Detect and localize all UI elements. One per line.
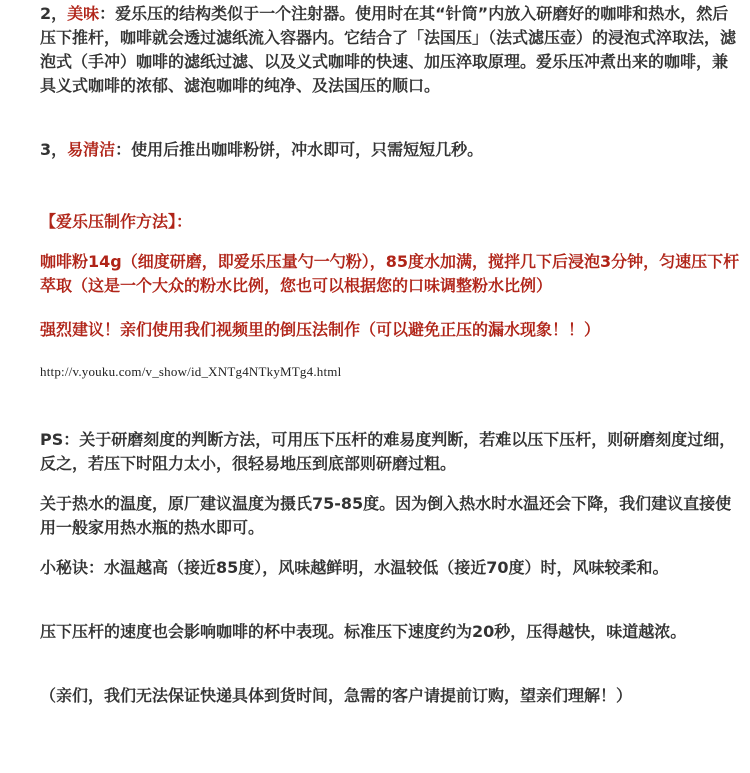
method-heading: 【爱乐压制作方法】： (40, 212, 193, 231)
point-2-keyword: 美味 (67, 4, 100, 23)
recipe-paragraph: 咖啡粉14g（细度研磨，即爱乐压量勺一勺粉），85度水加满，搅拌几下后浸泡3分钟，匀速压下杆萃取（这是一个大众的粉水比例，您也可以根据您的口味调整粉水比例） (40, 252, 740, 295)
point-3-text: ：使用后推出咖啡粉饼，冲水即可，只需短短几秒。 (115, 140, 484, 159)
video-link[interactable]: http://v.youku.com/v_show/id_XNTg4NTkyMTg4.html (40, 364, 342, 379)
point-3-paragraph (40, 138, 740, 162)
water-temperature-note: 关于热水的温度，原厂建议温度为摄氏75-85度。因为倒入热水时水温还会下降，我们建议直接使用一般家用热水瓶的热水即可。 (40, 494, 732, 537)
ps-grind-note: PS：关于研磨刻度的判断方法，可用压下压杆的难易度判断，若难以压下压杆，则研磨刻度过细，反之，若压下时阻力太小，很轻易地压到底部则研磨过粗。 (40, 430, 736, 473)
point-2-paragraph (40, 2, 740, 98)
secret-tip: 小秘诀：水温越高（接近85度），风味越鲜明，水温较低（接近70度）时，风味较柔和。 (40, 558, 669, 577)
point-2-text: ：爱乐压的结构类似于一个注射器。使用时在其“针筒”内放入研磨好的咖啡和热水，然后压下推杆，咖啡就会透过滤纸流入容器内。它结合了「法国压」（法式滤压壶）的浸泡式淬取法，滤泡式（手冲）咖啡的滤纸过滤、以及义式咖啡的快速、加压淬取原理。爱乐压冲煮出来的咖啡，兼具义式咖啡的浓郁、滤泡咖啡的纯净、及法国压的顺口。 (40, 4, 737, 95)
strong-advice: 强烈建议！亲们使用我们视频里的倒压法制作（可以避免正压的漏水现象！！） (40, 320, 601, 339)
point-3-number: 3， (40, 140, 68, 159)
point-3-keyword: 易清洁 (67, 140, 116, 159)
delivery-note: （亲们，我们无法保证快递具体到货时间，急需的客户请提前订购，望亲们理解！） (40, 686, 633, 705)
point-2-number: 2， (40, 4, 68, 23)
press-speed-note: 压下压杆的速度也会影响咖啡的杯中表现。标准压下速度约为20秒，压得越快，味道越浓。 (40, 622, 687, 641)
